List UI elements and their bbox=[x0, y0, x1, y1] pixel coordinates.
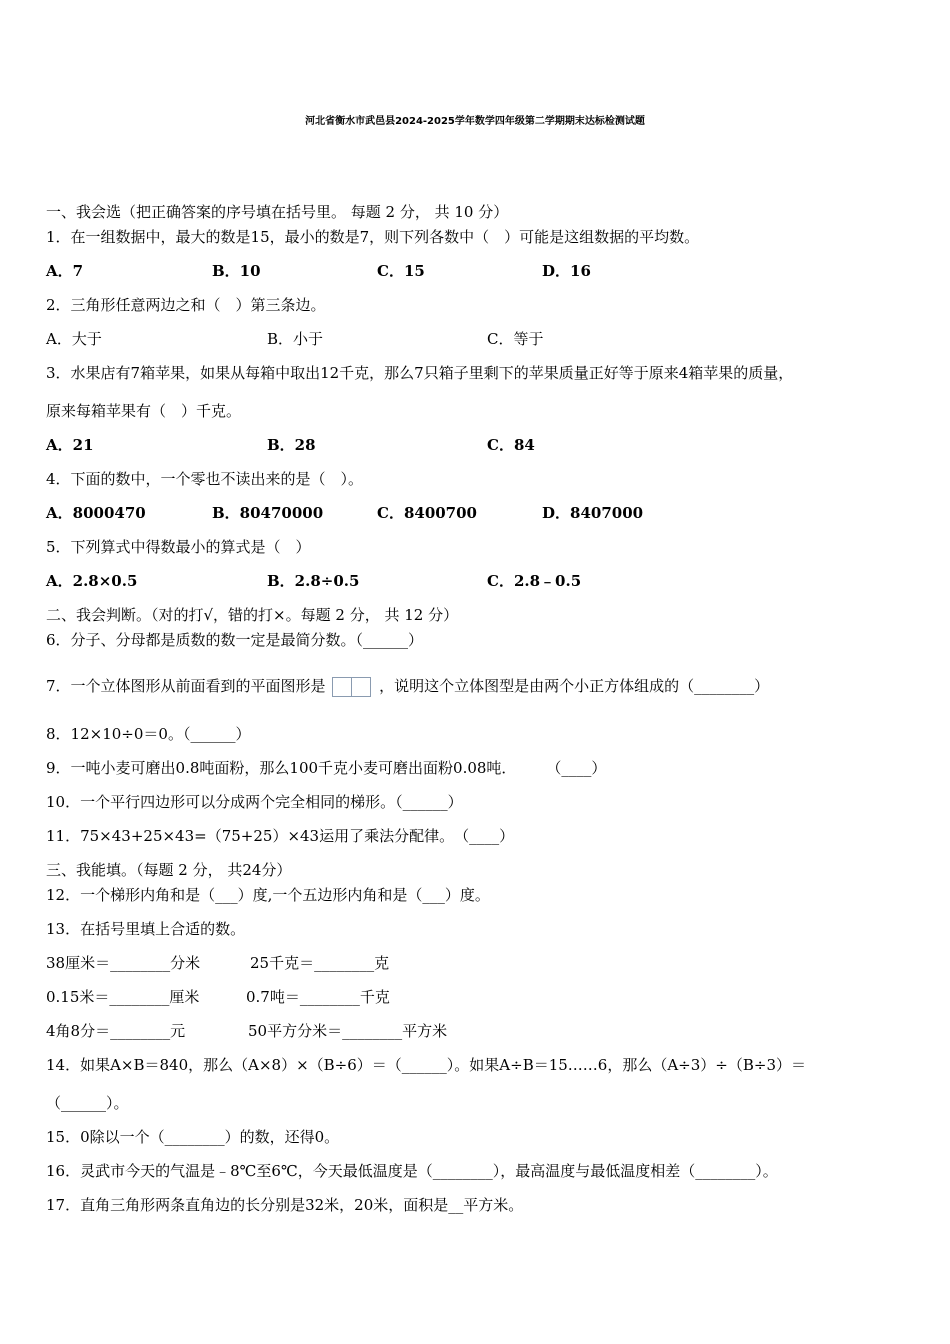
q13-item-6: 50平方分米＝________平方米 bbox=[248, 1022, 448, 1040]
q2-option-b: B．小于 bbox=[267, 330, 324, 348]
q3-option-a: A．21 bbox=[46, 436, 94, 454]
question-3-line2: 原来每箱苹果有（ ）千克。 bbox=[46, 402, 242, 420]
q2-option-a: A．大于 bbox=[46, 330, 102, 348]
q1-option-a: A．7 bbox=[46, 262, 84, 280]
q4-option-d: D．8407000 bbox=[542, 504, 644, 522]
question-16: 16．灵武市今天的气温是﹣8℃至6℃，今天最低温度是（________），最高温度与最低温度相差（________）。 bbox=[46, 1162, 778, 1180]
question-2: 2．三角形任意两边之和（ ）第三条边。 bbox=[46, 296, 326, 314]
q13-item-3: 0.15米＝________厘米 bbox=[46, 988, 200, 1006]
question-7 bbox=[46, 676, 769, 697]
question-1: 1．在一组数据中，最大的数是15，最小的数是7，则下列各数中（ ）可能是这组数据的平均数。 bbox=[46, 228, 700, 246]
two-squares-figure-icon bbox=[332, 677, 372, 697]
q5-option-c: C．2.8﹣0.5 bbox=[487, 572, 582, 590]
question-11: 11．75×43+25×43=（75+25）×43运用了乘法分配律。 （____） bbox=[46, 827, 515, 845]
section3-heading: 三、我能填。（每题 2 分， 共24分） bbox=[46, 861, 292, 879]
question-10: 10．一个平行四边形可以分成两个完全相同的梯形。（______） bbox=[46, 793, 463, 811]
question-14-line2: （______）。 bbox=[46, 1094, 129, 1112]
question-6: 6．分子、分母都是质数的数一定是最简分数。（______） bbox=[46, 631, 424, 649]
question-15: 15．0除以一个（________）的数，还得0。 bbox=[46, 1128, 340, 1146]
q4-option-c: C．8400700 bbox=[377, 504, 477, 522]
question-9: 9．一吨小麦可磨出0.8吨面粉，那么100千克小麦可磨出面粉0.08吨． （____） bbox=[46, 759, 607, 777]
question-17: 17．直角三角形两条直角边的长分别是32米，20米，面积是__平方米。 bbox=[46, 1196, 524, 1214]
question-14-line1: 14．如果A×B＝840，那么（A×8）×（B÷6）＝（______）。如果A÷B＝15……6，那么（A÷3）÷（B÷3）＝ bbox=[46, 1056, 806, 1074]
question-5: 5．下列算式中得数最小的算式是（ ） bbox=[46, 538, 311, 556]
q1-option-c: C．15 bbox=[377, 262, 425, 280]
q7-text-before: 7．一个立体图形从前面看到的平面图形是 bbox=[46, 677, 326, 695]
q5-option-a: A．2.8×0.5 bbox=[46, 572, 138, 590]
q13-item-5: 4角8分＝________元 bbox=[46, 1022, 186, 1040]
q1-option-d: D．16 bbox=[542, 262, 591, 280]
q7-text-after: ，说明这个立体图型是由两个小正方体组成的（________） bbox=[379, 677, 770, 695]
page-title: 河北省衡水市武邑县2024-2025学年数学四年级第二学期期末达标检测试题 bbox=[305, 116, 645, 127]
question-4: 4．下面的数中，一个零也不读出来的是（ ）。 bbox=[46, 470, 364, 488]
q13-item-4: 0.7吨＝________千克 bbox=[246, 988, 390, 1006]
question-13: 13．在括号里填上合适的数。 bbox=[46, 920, 246, 938]
q5-option-b: B．2.8÷0.5 bbox=[267, 572, 360, 590]
q1-option-b: B．10 bbox=[212, 262, 261, 280]
section2-heading: 二、我会判断。（对的打√，错的打×。每题 2 分， 共 12 分） bbox=[46, 606, 459, 624]
q4-option-b: B．80470000 bbox=[212, 504, 324, 522]
q2-option-c: C．等于 bbox=[487, 330, 544, 348]
question-8: 8．12×10÷0＝0。（______） bbox=[46, 725, 251, 743]
section1-heading: 一、我会选（把正确答案的序号填在括号里。 每题 2 分， 共 10 分） bbox=[46, 203, 509, 221]
q4-option-a: A．8000470 bbox=[46, 504, 146, 522]
q13-item-1: 38厘米＝________分米 bbox=[46, 954, 201, 972]
q3-option-b: B．28 bbox=[267, 436, 316, 454]
question-12: 12．一个梯形内角和是（___）度,一个五边形内角和是（___）度。 bbox=[46, 886, 490, 904]
q13-item-2: 25千克＝________克 bbox=[250, 954, 390, 972]
q3-option-c: C．84 bbox=[487, 436, 535, 454]
question-3-line1: 3．水果店有7箱苹果，如果从每箱中取出12千克，那么7只箱子里剩下的苹果质量正好等于原来4箱苹果的质量， bbox=[46, 364, 794, 382]
